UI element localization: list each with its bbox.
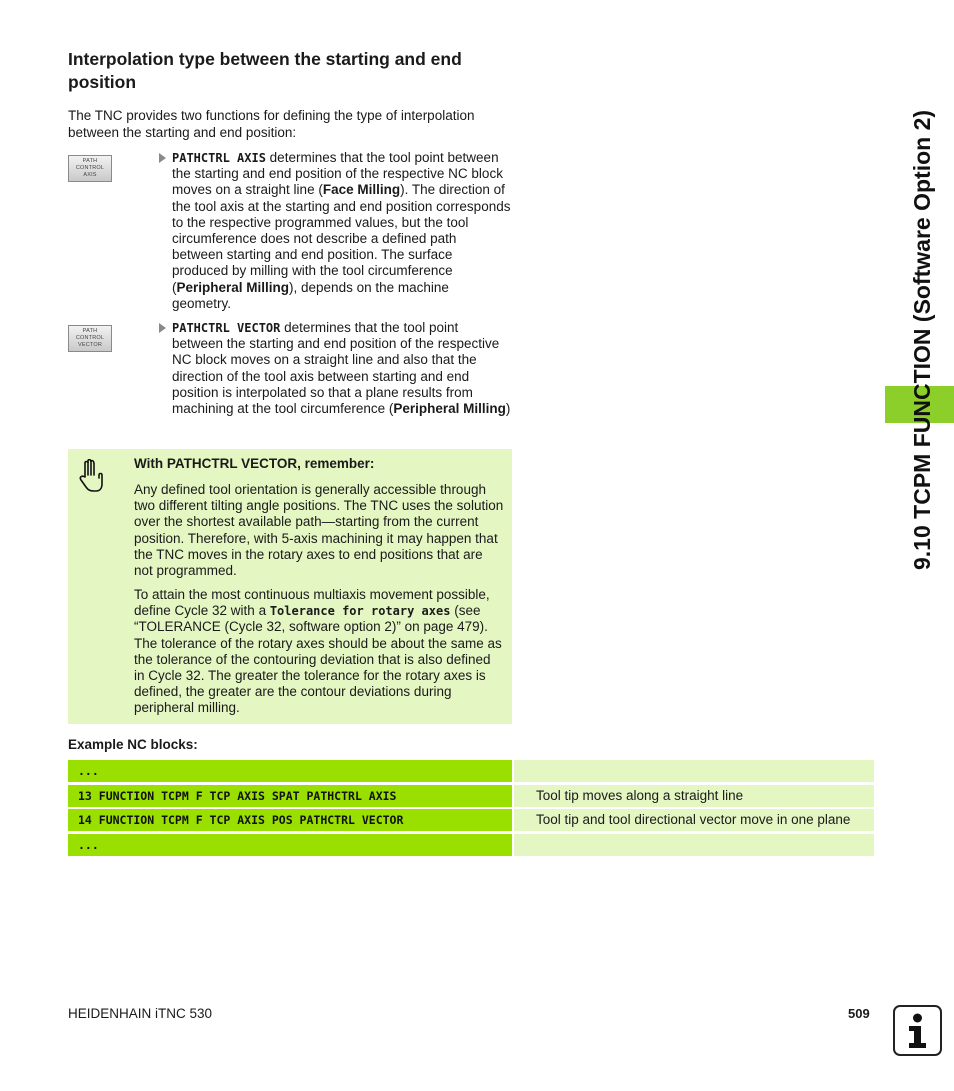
nc-block-description: Tool tip and tool directional vector move in one plane <box>512 809 874 831</box>
softkey-line: AXIS <box>83 172 97 178</box>
function-bold: Peripheral Milling <box>176 279 290 295</box>
function-code: PATHCTRL VECTOR <box>172 321 281 335</box>
function-text: ) <box>505 401 511 417</box>
function-bold: Peripheral Milling <box>393 401 506 417</box>
nc-block-code: ... <box>68 834 512 856</box>
nc-block-row <box>68 760 874 782</box>
footer-product: HEIDENHAIN iTNC 530 <box>68 1006 213 1021</box>
nc-block-description <box>512 760 874 782</box>
function-description-vector <box>159 320 511 417</box>
intro-text: The TNC provides two functions for defining the type of interpolation between the starting and end position: <box>68 108 475 140</box>
nc-block-code: ... <box>68 760 512 782</box>
function-text: ), depends on the machine geometry. <box>172 279 449 311</box>
softkey-path-control-axis[interactable] <box>68 155 112 182</box>
note-title: With PATHCTRL VECTOR, remember: <box>134 456 375 471</box>
section-heading: Interpolation type between the starting and end position <box>68 49 462 92</box>
info-icon <box>893 1005 942 1056</box>
softkey-line: PATH <box>82 328 98 334</box>
function-code: PATHCTRL AXIS <box>172 151 266 165</box>
note-text: To attain the most continuous multiaxis movement possible, define Cycle 32 with a <box>134 587 490 619</box>
note-paragraph <box>134 587 504 717</box>
function-bold: Face Milling <box>322 182 401 198</box>
nc-block-row <box>68 785 874 807</box>
nc-block-row <box>68 834 874 856</box>
nc-block-code: 13 FUNCTION TCPM F TCP AXIS SPAT PATHCTRL AXIS <box>68 785 512 807</box>
nc-block-row <box>68 809 874 831</box>
page-number: 509 <box>848 1006 870 1021</box>
note-code: Tolerance for rotary axes <box>269 604 451 619</box>
function-text: determines that the tool point between the starting and end position of the respective NC block moves on a straight line and also that the direction of the tool axis between starting and end position is interpolated so that a plane results from machining at the tool circumference ( <box>172 320 500 417</box>
softkey-line: CONTROL <box>75 165 105 171</box>
bullet-arrow-icon <box>159 323 166 333</box>
softkey-line: VECTOR <box>77 342 103 348</box>
note-text: (see “TOLERANCE (Cycle 32, software option 2)” on page 479). The tolerance of the rotary axes should be about the same as the tolerance of the contouring deviation that is also defined in Cycle 32. The greater the tolerance for the rotary axes is defined, the greater are the contour deviations during peripheral milling. <box>134 603 502 716</box>
note-paragraph: Any defined tool orientation is generally accessible through two different tilting angle positions. The TNC uses the solution over the shortest available path—starting from the current position. Therefore, with 5-axis machining it may happen that the TNC moves in the rotary axes to end positions that are not programmed. <box>134 482 504 579</box>
note-box <box>68 449 512 724</box>
bullet-arrow-icon <box>159 153 166 163</box>
example-label: Example NC blocks: <box>68 737 198 752</box>
function-description-axis <box>159 150 511 312</box>
nc-block-code: 14 FUNCTION TCPM F TCP AXIS POS PATHCTRL VECTOR <box>68 809 512 831</box>
function-text: determines that the tool point between the starting and end position of the respective NC block moves on a straight line ( <box>172 150 503 198</box>
softkey-line: PATH <box>82 158 98 164</box>
softkey-line: CONTROL <box>75 335 105 341</box>
nc-block-description: Tool tip moves along a straight line <box>512 785 874 807</box>
nc-block-description <box>512 834 874 856</box>
pointing-hand-icon <box>78 459 104 493</box>
function-text: ). The direction of the tool axis at the starting and end position corresponds to the respective programmed values, but the tool circumference does not describe a defined path between starting and end position. The surface produced by milling with the tool circumference ( <box>172 182 511 295</box>
softkey-path-control-vector[interactable] <box>68 325 112 352</box>
chapter-side-title: 9.10 TCPM FUNCTION (Software Option 2) <box>909 109 935 570</box>
